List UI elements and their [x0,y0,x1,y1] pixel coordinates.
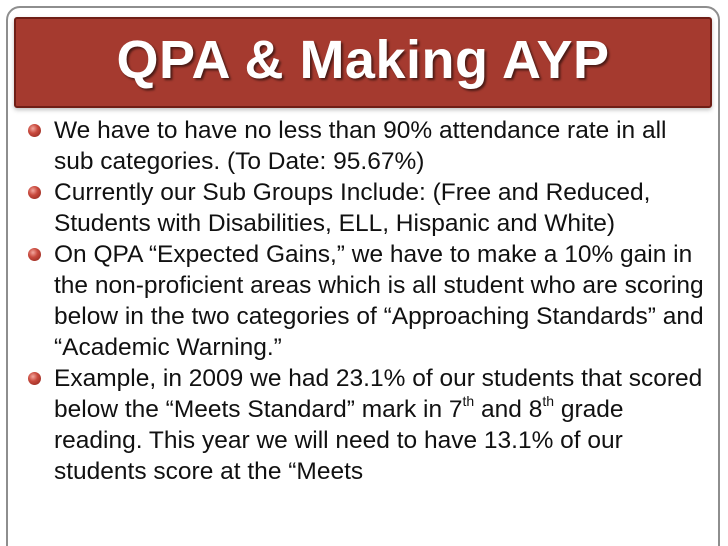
superscript: th [462,393,475,409]
bullet-dot-icon [28,248,41,261]
bullet-text: Currently our Sub Groups Include: (Free and Reduced, Students with Disabilities, ELL, Hispanic and White) [54,179,651,237]
bullet-text-part: grade reading. This year we will need to have 13.1% of our students score at the “Meets [54,396,624,485]
bullet-item [22,115,712,177]
bullet-dot-icon [28,124,41,137]
bullet-text-part: and 8 [474,396,543,423]
bullet-dot-icon [28,186,41,199]
slide-title: QPA & Making AYP [116,29,610,90]
bullet-text [54,365,702,485]
bullet-item [22,177,712,239]
bullet-item [22,363,712,487]
bullet-dot-icon [28,372,41,385]
bullet-text-part: Example, in 2009 we had 23.1% of our students that scored below the “Meets Standard” mark in 7 [54,365,703,423]
bullet-item [22,239,712,363]
superscript: th [542,393,555,409]
bullet-text: We have to have no less than 90% attendance rate in all sub categories. (To Date: 95.67%) [54,117,667,175]
title-bar [14,17,712,108]
bullet-list [22,115,712,487]
bullet-text: On QPA “Expected Gains,” we have to make a 10% gain in the non-proficient areas which is all student who are scoring below in the two categories of “Approaching Standards” and “Academic Warning.” [54,241,704,361]
